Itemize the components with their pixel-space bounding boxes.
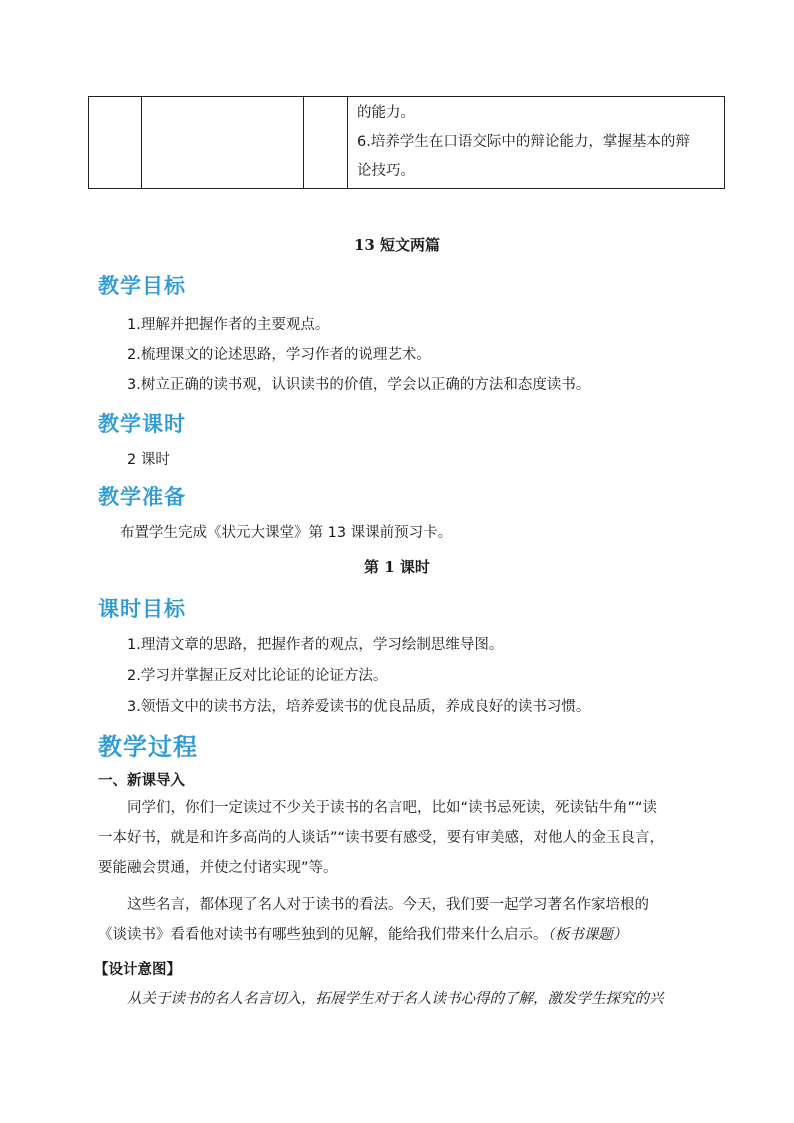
period-goal-item: 2.学习并掌握正反对比论证的论证方法。 xyxy=(127,668,388,684)
paragraph-line: 要能融会贯通，并使之付诸实现”等。 xyxy=(98,860,338,876)
table-cell-line: 论技巧。 xyxy=(357,163,415,179)
table-divider xyxy=(303,97,304,188)
goal-item: 3.树立正确的读书观，认识读书的价值，学会以正确的方法和态度读书。 xyxy=(127,377,591,393)
design-intent-text xyxy=(98,984,728,1014)
table-cell-line: 6.培养学生在口语交际中的辩论能力，掌握基本的辩 xyxy=(357,134,690,150)
table-divider xyxy=(141,97,142,188)
heading-teaching-prep: 教学准备 xyxy=(98,485,186,509)
table-cell-objectives xyxy=(357,99,719,186)
goal-item: 1.理解并把握作者的主要观点。 xyxy=(127,317,330,333)
table-cell-line: 的能力。 xyxy=(357,105,415,121)
section-intro-heading: 一、新课导入 xyxy=(98,773,185,789)
lesson-title: 13 短文两篇 xyxy=(353,236,441,254)
period-goal-item: 3.领悟文中的读书方法，培养爱读书的优良品质，养成良好的读书习惯。 xyxy=(127,699,591,715)
goal-item: 2.梳理课文的论述思路，学习作者的说理艺术。 xyxy=(127,347,431,363)
intro-paragraph xyxy=(98,793,728,883)
period-title: 第 1 课时 xyxy=(364,558,430,576)
heading-period-goals: 课时目标 xyxy=(98,597,186,621)
paragraph-line xyxy=(98,920,728,950)
paragraph-line: 同学们，你们一定读过不少关于读书的名言吧，比如“读书忌死读，死读钻牛角”“读 xyxy=(98,800,658,816)
intro-paragraph-2 xyxy=(98,890,728,950)
heading-teaching-hours: 教学课时 xyxy=(98,412,186,436)
heading-teaching-goals: 教学目标 xyxy=(98,274,186,298)
prep-text: 布置学生完成《状元大课堂》第 13 课课前预习卡。 xyxy=(120,525,453,541)
objectives-table xyxy=(88,96,725,189)
board-note: （板书课题） xyxy=(547,927,628,943)
paragraph-line-text: 《谈读书》看看他对读书有哪些独到的见解，能给我们带来什么启示。 xyxy=(98,927,548,943)
paragraph-line: 这些名言，都体现了名人对于读书的看法。今天，我们要一起学习著名作家培根的 xyxy=(98,897,649,913)
design-intent-label: 【设计意图】 xyxy=(94,962,181,978)
period-goal-item: 1.理清文章的思路，把握作者的观点，学习绘制思维导图。 xyxy=(127,637,504,653)
table-divider xyxy=(347,97,348,188)
paragraph-line: 一本好书，就是和许多高尚的人谈话”“读书要有感受，要有审美感，对他人的金玉良言， xyxy=(98,830,665,846)
paragraph-line: 从关于读书的名人名言切入，拓展学生对于名人读书心得的了解，激发学生探究的兴 xyxy=(98,991,664,1007)
hours-text: 2 课时 xyxy=(127,452,170,468)
heading-teaching-process: 教学过程 xyxy=(98,733,198,761)
